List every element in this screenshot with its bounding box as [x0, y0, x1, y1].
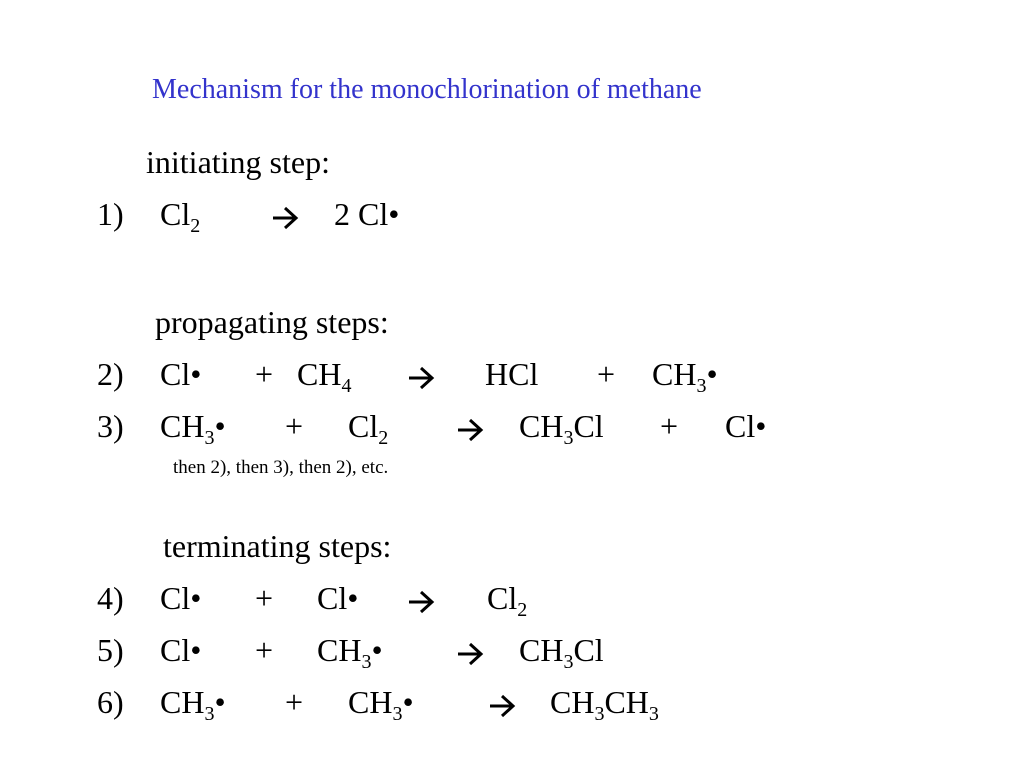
species-text: Cl• [160, 356, 202, 392]
species [160, 356, 201, 393]
step-number: 5) [97, 632, 124, 668]
reaction-arrow-icon [407, 580, 435, 632]
species-text: + [255, 580, 274, 616]
species [297, 356, 352, 397]
species [725, 408, 766, 445]
species [160, 196, 201, 237]
species-text: Cl• [725, 408, 767, 444]
species [550, 684, 659, 725]
species [348, 684, 414, 725]
plus-sign [285, 684, 303, 721]
subscript: 3 [392, 703, 403, 725]
reaction-arrow-icon [271, 196, 299, 248]
subscript: 3 [361, 651, 372, 673]
reaction-arrow-icon [456, 408, 484, 460]
species-text: • [706, 356, 718, 392]
species-text: Cl• [160, 632, 202, 668]
subscript: 3 [696, 375, 707, 397]
species [317, 580, 358, 617]
species-text: • [402, 684, 414, 720]
species-text: Cl [487, 580, 518, 616]
species-text: + [285, 684, 304, 720]
species-text: Cl [573, 408, 604, 444]
subscript: 3 [648, 703, 659, 725]
species-text: CH [550, 684, 595, 720]
species-text: • [371, 632, 383, 668]
subscript: 3 [563, 651, 574, 673]
subscript: 2 [190, 215, 201, 237]
species-text: • [214, 684, 226, 720]
subscript: 3 [563, 427, 574, 449]
reaction-arrow-icon [488, 684, 516, 736]
species-text: CH [160, 684, 205, 720]
species-text: Cl• [160, 580, 202, 616]
species [652, 356, 718, 397]
plus-sign [255, 632, 273, 669]
heading-initiating: initiating step: [146, 144, 330, 180]
species [160, 632, 201, 669]
subscript: 3 [594, 703, 605, 725]
subscript: 2 [378, 427, 389, 449]
species-text: + [285, 408, 304, 444]
step-number: 2) [97, 356, 124, 392]
species [487, 580, 528, 621]
species-text: Cl [160, 196, 191, 232]
heading-propagating: propagating steps: [155, 304, 389, 340]
species-text: CH [317, 632, 362, 668]
species-text: CH [519, 632, 564, 668]
subscript: 3 [204, 427, 215, 449]
step-number: 4) [97, 580, 124, 616]
species-text: + [660, 408, 679, 444]
species [519, 632, 604, 673]
species-text: CH [348, 684, 393, 720]
species-text: 2 Cl• [334, 196, 400, 232]
species-text: CH [160, 408, 205, 444]
species-text: Cl [573, 632, 604, 668]
heading-terminating: terminating steps: [163, 528, 392, 564]
species-text: CH [604, 684, 649, 720]
plus-sign [255, 580, 273, 617]
species [317, 632, 383, 673]
plus-sign [285, 408, 303, 445]
subscript: 2 [517, 599, 528, 621]
step-number: 1) [97, 196, 124, 232]
reaction-arrow-icon [407, 356, 435, 408]
species-text: HCl [485, 356, 539, 392]
species-text: • [214, 408, 226, 444]
plus-sign [597, 356, 615, 393]
species-text: CH [652, 356, 697, 392]
plus-sign [255, 356, 273, 393]
step-number: 3) [97, 408, 124, 444]
species [519, 408, 604, 449]
species [160, 408, 226, 449]
species [485, 356, 538, 393]
species [160, 580, 201, 617]
species-text: Cl• [317, 580, 359, 616]
species-text: + [255, 356, 274, 392]
subscript: 4 [341, 375, 352, 397]
species [348, 408, 389, 449]
slide-title: Mechanism for the monochlorination of methane [152, 74, 702, 105]
repeat-note: then 2), then 3), then 2), etc. [173, 457, 389, 478]
species [334, 196, 399, 233]
subscript: 3 [204, 703, 215, 725]
reaction-arrow-icon [456, 632, 484, 684]
species-text: Cl [348, 408, 379, 444]
step-number: 6) [97, 684, 124, 720]
plus-sign [660, 408, 678, 445]
species-text: + [255, 632, 274, 668]
species-text: + [597, 356, 616, 392]
species-text: CH [297, 356, 342, 392]
species [160, 684, 226, 725]
species-text: CH [519, 408, 564, 444]
